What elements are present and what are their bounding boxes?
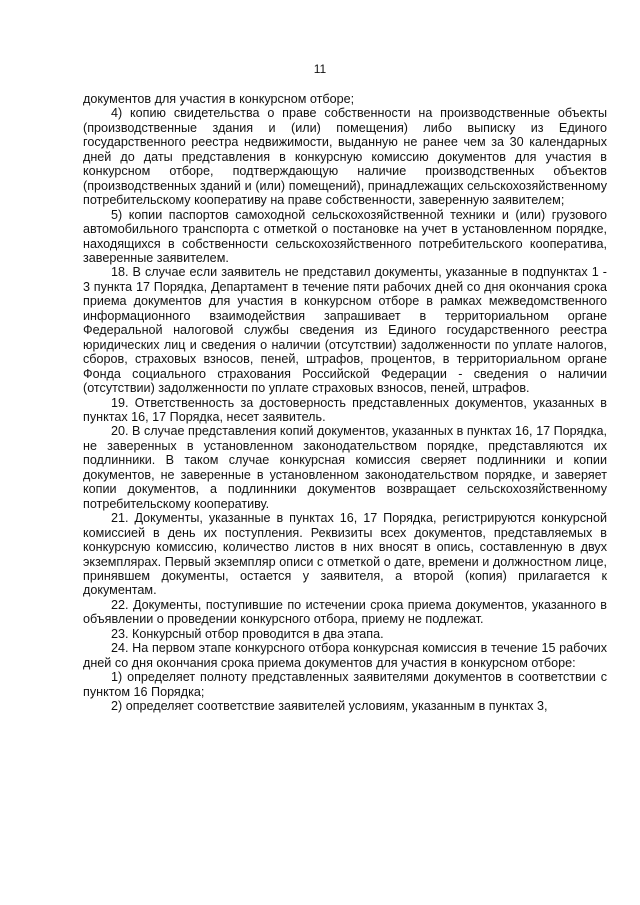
paragraph: 19. Ответственность за достоверность представленных документов, указанных в пунктах 16, 17 Порядка, несет заявитель.: [83, 395, 607, 424]
paragraph: 20. В случае представления копий документов, указанных в пунктах 16, 17 Порядка, не заверенных в установленном законодательством порядке, представляются их подлинники. В таком случае конкурсная комиссия сверяет подлинники и копии документов, не заверенные в установленном законодательством порядке, и заверяет копии документов, а подлинники документов возвращает сельскохозяйственному потребительскому кооперативу.: [83, 424, 607, 511]
paragraph: 22. Документы, поступившие по истечении срока приема документов, указанного в объявлении о проведении конкурсного отбора, приему не подлежат.: [83, 597, 607, 627]
document-body: [83, 92, 607, 713]
paragraph: 24. На первом этапе конкурсного отбора конкурсная комиссия в течение 15 рабочих дней со дня окончания срока приема документов для участия в конкурсном отборе:: [83, 641, 607, 670]
paragraph: 1) определяет полноту представленных заявителями документов в соответствии с пунктом 16 Порядка;: [83, 670, 607, 699]
paragraph: 21. Документы, указанные в пунктах 16, 17 Порядка, регистрируются конкурсной комиссией в день их поступления. Реквизиты всех документов, представляемых в конкурсную комиссию, количество листов в них вносят в опись, составленную в двух экземплярах. Первый экземпляр описи с отметкой о дате, времени и должностном лице, принявшем документы, остается у заявителя, а второй (копия) прилагается к документам.: [83, 511, 607, 598]
paragraph: документов для участия в конкурсном отборе;: [83, 92, 355, 106]
paragraph: 23. Конкурсный отбор проводится в два этапа.: [111, 626, 384, 641]
paragraph: 5) копии паспортов самоходной сельскохозяйственной техники и (или) грузового автомобильного транспорта с отметкой о постановке на учет в установленном порядке, находящихся в собственности сельскохозяйственного потребительского кооператива, заверенные заявителем.: [83, 207, 607, 265]
paragraph: 4) копию свидетельства о праве собственности на производственные объекты (производственные здания и (или) помещения) либо выписку из Единого государственного реестра недвижимости, выданную не ранее чем за 30 календарных дней до даты представления в конкурсную комиссию документов для участия в конкурсном отборе, подтверждающую наличие производственных объектов (производственных зданий и (или) помещений), принадлежащих сельскохозяйственному потребительскому кооперативу на праве собственности, заверенную заявителем;: [83, 106, 607, 208]
page-number: 11: [313, 62, 327, 76]
paragraph: 2) определяет соответствие заявителей условиям, указанным в пунктах 3,: [111, 699, 548, 714]
paragraph: 18. В случае если заявитель не представил документы, указанные в подпунктах 1 - 3 пункта 17 Порядка, Департамент в течение пяти рабочих дней со дня окончания срока приема документов для участия в конкурсном отборе в рамках межведомственного информационного взаимодействия запрашивает в территориальном органе Федеральной налоговой службы сведения из Единого государственного реестра юридических лиц и сведения о наличии (отсутствии) задолженности по уплате налогов, сборов, страховых взносов, пеней, штрафов, процентов, в территориальном органе Фонда социального страхования Российской Федерации - сведения о наличии (отсутствии) задолженности по уплате страховых взносов, пеней, штрафов.: [83, 265, 607, 396]
